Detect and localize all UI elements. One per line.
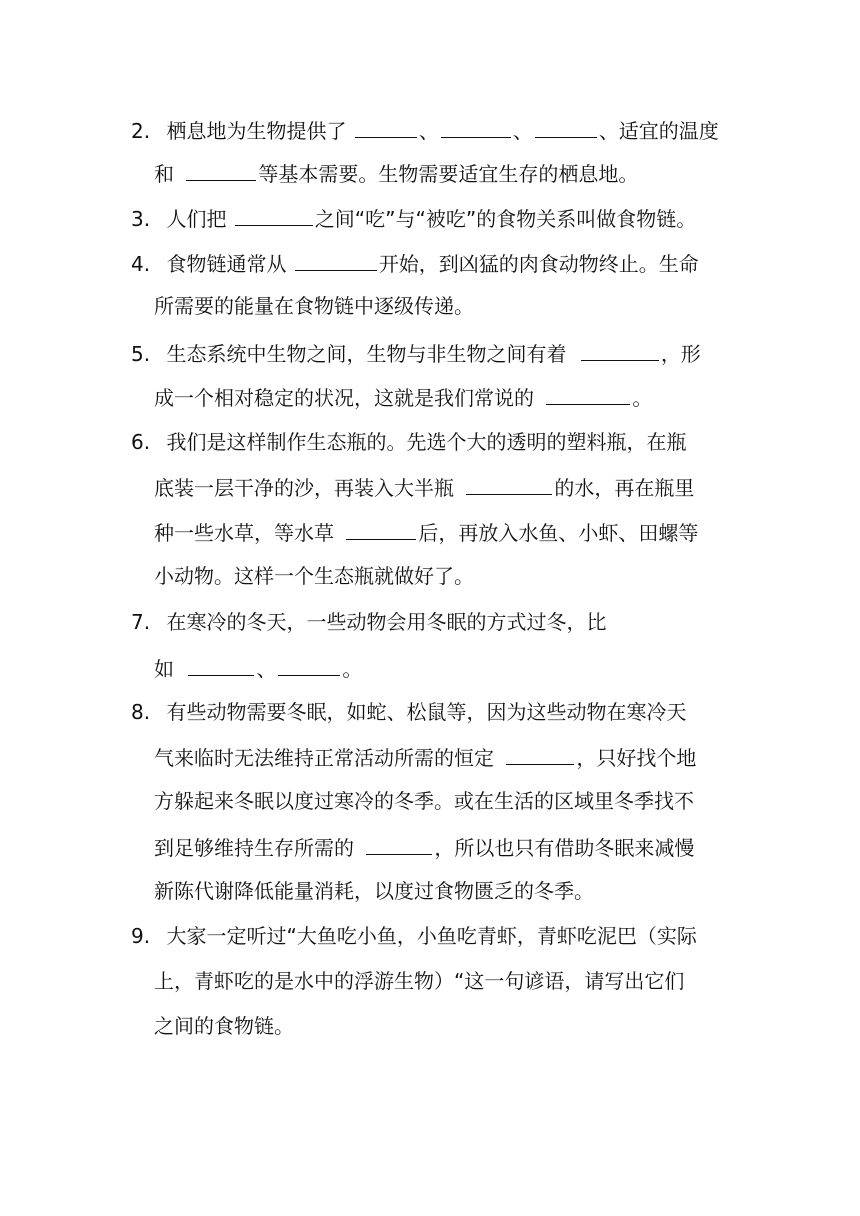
answer-blank[interactable]	[188, 655, 254, 676]
question-number: 3.	[131, 207, 151, 231]
question-text: 的水，再在瓶里	[554, 476, 695, 500]
question-number: 4.	[131, 252, 151, 276]
question-text: 新陈代谢降低能量消耗，以度过食物匮乏的冬季。	[154, 879, 594, 903]
answer-blank[interactable]	[466, 474, 552, 495]
question-number: 6.	[131, 430, 151, 454]
question-2-line-1	[131, 117, 719, 143]
question-number: 9.	[131, 924, 151, 948]
question-text: 生态系统中生物之间，生物与非生物之间有着	[166, 342, 567, 366]
question-text: 上，青虾吃的是水中的浮游生物）“这一句谚语，请写出它们	[154, 969, 685, 993]
question-number: 5.	[131, 342, 151, 366]
question-text: 开始，到凶猛的肉食动物终止。生命	[378, 252, 699, 276]
question-text: ，形	[660, 342, 701, 366]
question-9-line-2	[154, 969, 684, 993]
answer-blank[interactable]	[546, 384, 630, 405]
question-text: 如	[154, 657, 174, 681]
question-2-line-2	[154, 160, 638, 186]
question-text: 后，再放入水鱼、小虾、田螺等	[418, 521, 699, 545]
question-number: 8.	[131, 700, 151, 724]
question-text: 小动物。这样一个生态瓶就做好了。	[154, 564, 474, 588]
question-text: 在寒冷的冬天，一些动物会用冬眠的方式过冬，比	[166, 610, 607, 634]
question-text: 气来临时无法维持正常活动所需的恒定	[154, 746, 494, 770]
answer-blank[interactable]	[295, 250, 377, 271]
question-5-line-1	[131, 340, 701, 366]
answer-blank[interactable]	[581, 340, 659, 361]
question-6-line-1	[131, 430, 686, 454]
question-text: 、	[512, 119, 533, 143]
question-3-line-1	[131, 205, 696, 231]
question-7-line-2	[154, 655, 362, 681]
question-text: 。	[342, 657, 363, 681]
question-6-line-2	[154, 474, 694, 500]
question-text: 所需要的能量在食物链中逐级传递。	[154, 294, 474, 318]
question-9-line-3	[154, 1014, 294, 1038]
question-text: 和	[154, 162, 174, 186]
question-text: 底装一层干净的沙，再装入大半瓶	[154, 476, 454, 500]
question-text: 之间“吃”与“被吃”的食物关系叫做食物链。	[314, 207, 697, 231]
question-text: 种一些水草，等水草	[154, 521, 334, 545]
question-text: 有些动物需要冬眠，如蛇、松鼠等，因为这些动物在寒冷天	[166, 700, 687, 724]
question-text: 人们把	[166, 207, 227, 231]
question-8-line-4	[154, 834, 694, 860]
answer-blank[interactable]	[441, 117, 511, 138]
question-text: 方躲起来冬眠以度过寒冷的冬季。或在生活的区域里冬季找不	[154, 789, 694, 813]
question-number: 7.	[131, 610, 151, 634]
question-text: 。	[632, 386, 653, 410]
question-9-line-1	[131, 924, 697, 948]
answer-blank[interactable]	[278, 655, 340, 676]
question-text: ，只好找个地	[576, 746, 697, 770]
question-text: ，所以也只有借助冬眠来减慢	[434, 836, 695, 860]
question-8-line-3	[154, 789, 694, 813]
question-5-line-2	[154, 384, 652, 410]
question-text: 、	[418, 119, 439, 143]
question-8-line-5	[154, 879, 594, 903]
question-text: 食物链通常从	[166, 252, 287, 276]
question-text: 、适宜的温度	[598, 119, 719, 143]
answer-blank[interactable]	[355, 117, 417, 138]
answer-blank[interactable]	[346, 519, 416, 540]
question-text: 、	[256, 657, 277, 681]
question-text: 之间的食物链。	[154, 1014, 294, 1038]
question-8-line-1	[131, 700, 686, 724]
question-number: 2.	[131, 119, 151, 143]
question-text: 栖息地为生物提供了	[166, 119, 347, 143]
answer-blank[interactable]	[366, 834, 432, 855]
answer-blank[interactable]	[506, 744, 574, 765]
question-text: 到足够维持生存所需的	[154, 836, 354, 860]
question-4-line-2	[154, 294, 474, 318]
answer-blank[interactable]	[535, 117, 597, 138]
question-text: 大家一定听过“大鱼吃小鱼，小鱼吃青虾，青虾吃泥巴（实际	[166, 924, 697, 948]
question-text: 我们是这样制作生态瓶的。先选个大的透明的塑料瓶，在瓶	[166, 430, 687, 454]
question-6-line-3	[154, 519, 698, 545]
answer-blank[interactable]	[235, 205, 313, 226]
question-8-line-2	[154, 744, 696, 770]
question-text: 成一个相对稳定的状况，这就是我们常说的	[154, 386, 534, 410]
question-4-line-1	[131, 250, 699, 276]
question-6-line-4	[154, 564, 474, 588]
question-text: 等基本需要。生物需要适宜生存的栖息地。	[258, 162, 639, 186]
answer-blank[interactable]	[186, 160, 256, 181]
question-7-line-1	[131, 610, 606, 634]
